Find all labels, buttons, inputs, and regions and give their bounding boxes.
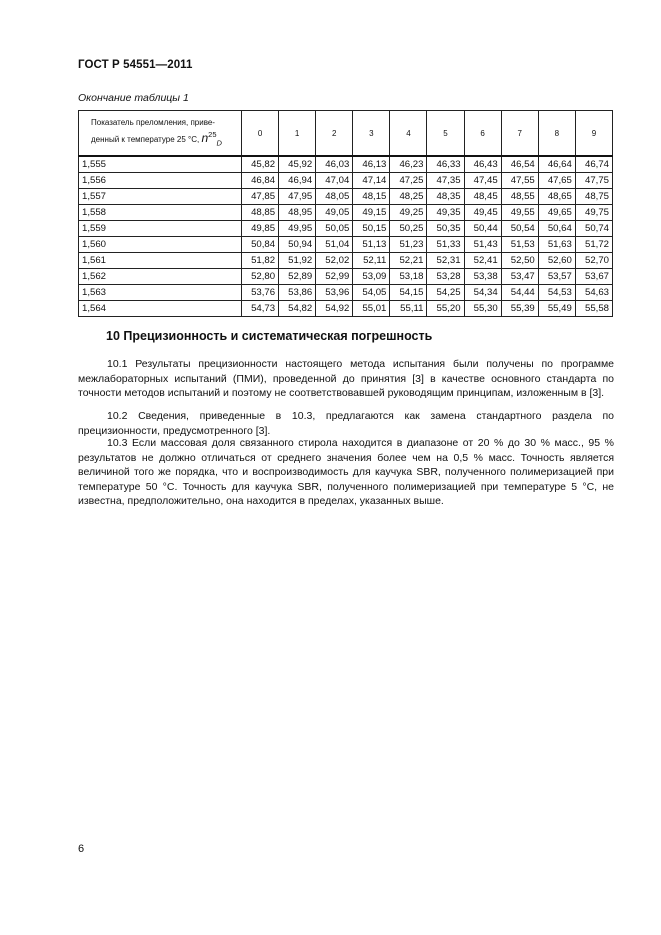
table-cell: 52,11 (353, 253, 390, 269)
table-cell: 50,25 (390, 221, 427, 237)
table-cell: 49,85 (242, 221, 279, 237)
table-cell: 48,75 (575, 189, 612, 205)
table-cell: 47,45 (464, 173, 501, 189)
table-cell: 52,21 (390, 253, 427, 269)
table-cell: 47,55 (501, 173, 538, 189)
table-cell: 49,25 (390, 205, 427, 221)
table-cell: 51,43 (464, 237, 501, 253)
table-cell: 47,65 (538, 173, 575, 189)
table-cell: 50,15 (353, 221, 390, 237)
table-cell: 55,49 (538, 301, 575, 317)
table-cell: 52,41 (464, 253, 501, 269)
table-cell: 54,25 (427, 285, 464, 301)
table-cell: 48,65 (538, 189, 575, 205)
table-row (79, 269, 613, 285)
table-cell: 53,57 (538, 269, 575, 285)
column-header: 9 (575, 111, 612, 157)
row-label: 1,556 (79, 173, 242, 189)
table-row (79, 221, 613, 237)
table-cell: 49,45 (464, 205, 501, 221)
table-cell: 49,95 (279, 221, 316, 237)
page-number: 6 (78, 843, 85, 855)
table-cell: 54,44 (501, 285, 538, 301)
table-cell: 52,31 (427, 253, 464, 269)
table-cell: 55,58 (575, 301, 612, 317)
table-cell: 45,92 (279, 156, 316, 173)
table-cell: 49,15 (353, 205, 390, 221)
row-label: 1,561 (79, 253, 242, 269)
row-label: 1,564 (79, 301, 242, 317)
column-header: 5 (427, 111, 464, 157)
table-cell: 53,67 (575, 269, 612, 285)
table-cell: 51,63 (538, 237, 575, 253)
table-cell: 54,63 (575, 285, 612, 301)
table-cell: 54,53 (538, 285, 575, 301)
table-cell: 46,54 (501, 156, 538, 173)
table-cell: 53,47 (501, 269, 538, 285)
row-label: 1,557 (79, 189, 242, 205)
table-cell: 46,03 (316, 156, 353, 173)
row-label: 1,560 (79, 237, 242, 253)
row-label: 1,559 (79, 221, 242, 237)
table-cell: 53,28 (427, 269, 464, 285)
table-cell: 49,65 (538, 205, 575, 221)
table-cell: 48,15 (353, 189, 390, 205)
table-cell: 48,95 (279, 205, 316, 221)
table-cell: 46,43 (464, 156, 501, 173)
table-cell: 52,89 (279, 269, 316, 285)
row-label: 1,563 (79, 285, 242, 301)
table-cell: 51,23 (390, 237, 427, 253)
table-cell: 52,02 (316, 253, 353, 269)
table-cell: 51,92 (279, 253, 316, 269)
table-row (79, 205, 613, 221)
table-cell: 54,82 (279, 301, 316, 317)
paragraph-10-3: 10.3 Если массовая доля связанного стирола находится в диапазоне от 20 % до 30 % масс., 95 % результатов не должно отличаться от среднего значения более чем на 0,5 % масс. Точность является величиной того же порядка, что и воспроизводимость для каучука SBR, полученного полимеризацией при температуре 50 °С. Точность для каучука SBR, полученного полимеризацией при температуре 5 °С, не известна, предположительно, она находится в пределах, указанных выше. (78, 437, 614, 508)
table-cell: 46,64 (538, 156, 575, 173)
table-cell: 48,85 (242, 205, 279, 221)
table-cell: 55,01 (353, 301, 390, 317)
table-cell: 49,55 (501, 205, 538, 221)
table-cell: 54,73 (242, 301, 279, 317)
table-cell: 45,82 (242, 156, 279, 173)
table-cell: 46,23 (390, 156, 427, 173)
table-body (79, 156, 613, 317)
table-cell: 47,75 (575, 173, 612, 189)
table-cell: 52,99 (316, 269, 353, 285)
table-cell: 47,25 (390, 173, 427, 189)
table-cell: 53,38 (464, 269, 501, 285)
table-cell: 51,82 (242, 253, 279, 269)
table-cell: 50,54 (501, 221, 538, 237)
paragraph-10-1: 10.1 Результаты прецизионности настоящего метода испытания были получены по программе межлабораторных испытаний (ПМИ), проведенной до принятия [3] в качестве основного стандарта по точности методов испытаний и поэтому не соответствовавшей руководящим принципам, изложенным в [3]. (78, 358, 614, 400)
column-header: 8 (538, 111, 575, 157)
table-cell: 46,13 (353, 156, 390, 173)
table-cell: 49,75 (575, 205, 612, 221)
table-cell: 55,39 (501, 301, 538, 317)
refractive-index-table (78, 110, 613, 317)
table-row (79, 173, 613, 189)
table-cell: 51,04 (316, 237, 353, 253)
table-cell: 50,05 (316, 221, 353, 237)
column-header: 7 (501, 111, 538, 157)
table-cell: 53,09 (353, 269, 390, 285)
table-cell: 55,20 (427, 301, 464, 317)
table-row (79, 156, 613, 173)
table-cell: 51,33 (427, 237, 464, 253)
table-cell: 48,35 (427, 189, 464, 205)
column-header: 0 (242, 111, 279, 157)
table-cell: 53,96 (316, 285, 353, 301)
header-refractive-index: Показатель преломления, приве-денный к температуре 25 °С, $n^{25}_D$ (79, 111, 242, 157)
table-cell: 51,13 (353, 237, 390, 253)
table-cell: 55,11 (390, 301, 427, 317)
table-row (79, 253, 613, 269)
table-cell: 50,94 (279, 237, 316, 253)
table-cell: 46,94 (279, 173, 316, 189)
column-header: 3 (353, 111, 390, 157)
table-cell: 47,04 (316, 173, 353, 189)
table-cell: 50,44 (464, 221, 501, 237)
table-cell: 48,55 (501, 189, 538, 205)
table-cell: 55,30 (464, 301, 501, 317)
table-cell: 48,25 (390, 189, 427, 205)
document-header: ГОСТ Р 54551—2011 (78, 59, 193, 71)
row-label: 1,555 (79, 156, 242, 173)
table-row (79, 189, 613, 205)
table-caption: Окончание таблицы 1 (78, 92, 189, 104)
refractive-index-symbol: $n^{25}_D$ (201, 129, 222, 148)
table-cell: 47,85 (242, 189, 279, 205)
row-label: 1,558 (79, 205, 242, 221)
section-heading: 10 Прецизионность и систематическая погрешность (106, 329, 433, 343)
table-cell: 48,05 (316, 189, 353, 205)
table-cell: 48,45 (464, 189, 501, 205)
column-header: 2 (316, 111, 353, 157)
paragraph-10-2: 10.2 Сведения, приведенные в 10.3, предлагаются как замена стандартного раздела по прецизионности, предусмотренного [3]. (78, 410, 614, 437)
table-row (79, 285, 613, 301)
table-header-row (79, 111, 613, 157)
table-cell: 49,35 (427, 205, 464, 221)
column-header: 4 (390, 111, 427, 157)
column-header: 6 (464, 111, 501, 157)
table-cell: 46,74 (575, 156, 612, 173)
table-cell: 54,05 (353, 285, 390, 301)
table-cell: 53,76 (242, 285, 279, 301)
table-cell: 52,60 (538, 253, 575, 269)
table-cell: 47,14 (353, 173, 390, 189)
row-label: 1,562 (79, 269, 242, 285)
column-header: 1 (279, 111, 316, 157)
table-cell: 52,50 (501, 253, 538, 269)
table-cell: 47,95 (279, 189, 316, 205)
table-cell: 54,15 (390, 285, 427, 301)
table-cell: 52,80 (242, 269, 279, 285)
table-cell: 47,35 (427, 173, 464, 189)
table-cell: 53,86 (279, 285, 316, 301)
table-cell: 51,53 (501, 237, 538, 253)
table-cell: 50,84 (242, 237, 279, 253)
table-cell: 49,05 (316, 205, 353, 221)
table-cell: 52,70 (575, 253, 612, 269)
table-cell: 50,35 (427, 221, 464, 237)
table-cell: 53,18 (390, 269, 427, 285)
table-row (79, 237, 613, 253)
table-cell: 51,72 (575, 237, 612, 253)
table-cell: 54,34 (464, 285, 501, 301)
table-cell: 46,84 (242, 173, 279, 189)
table-row (79, 301, 613, 317)
table-cell: 54,92 (316, 301, 353, 317)
table-cell: 50,74 (575, 221, 612, 237)
table-cell: 50,64 (538, 221, 575, 237)
table-cell: 46,33 (427, 156, 464, 173)
